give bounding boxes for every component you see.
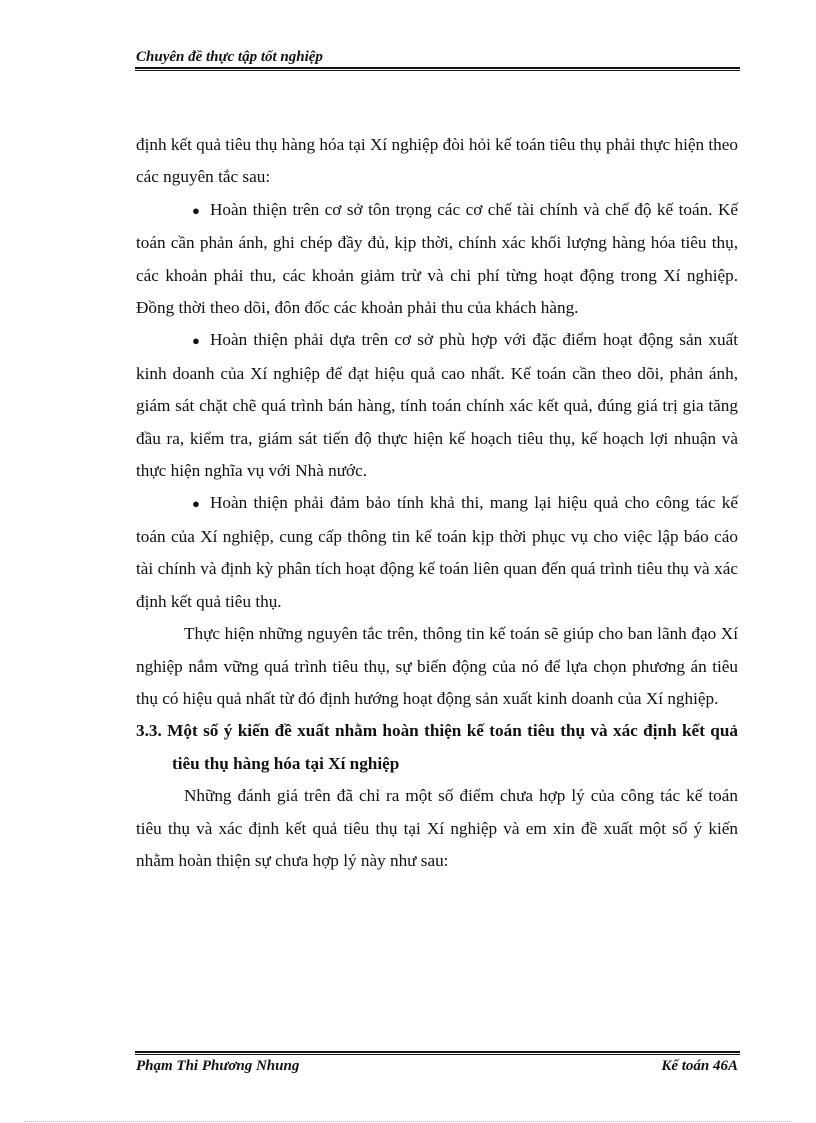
footer-rule [135, 1051, 740, 1053]
header-title: Chuyên đề thực tập tốt nghiệp [136, 49, 323, 65]
bullet-icon: ● [192, 333, 200, 349]
page-bottom-divider [24, 1121, 792, 1122]
bullet-text-3: Hoàn thiện phải đảm bảo tính khả thi, mang lại hiệu quả cho công tác kế toán của Xí nghiệp, cung cấp thông tin kế toán kịp thời phục vụ cho việc lập báo cáo tài chính và định kỳ phân tích hoạt động kế toán liên quan đến quá trình tiêu thụ và xác định kết quả tiêu thụ. [136, 493, 738, 611]
body-text [136, 129, 738, 877]
bullet-item-1 [136, 194, 738, 325]
bullet-text-2: Hoàn thiện phải dựa trên cơ sở phù hợp với đặc điểm hoạt động sản xuất kinh doanh của Xí nghiệp để đạt hiệu quả cao nhất. Kế toán cần theo dõi, phản ánh, giám sát chặt chẽ quá trình bán hàng, tính toán chính xác kết quả, đúng giá trị gia tăng đầu ra, kiểm tra, giám sát tiến độ thực hiện kế hoạch tiêu thụ, kế hoạch lợi nhuận và thực hiện nghĩa vụ với Nhà nước. [136, 330, 738, 481]
section-heading-3-3: 3.3. Một số ý kiến đề xuất nhằm hoàn thiện kế toán tiêu thụ và xác định kết quả tiêu thụ hàng hóa tại Xí nghiệp [136, 721, 738, 773]
bullet-item-3 [136, 487, 738, 618]
header-rule [135, 67, 740, 69]
footer-author: Phạm Thi Phương Nhung [136, 1058, 300, 1074]
bullet-icon: ● [192, 496, 200, 512]
bullet-item-2 [136, 324, 738, 487]
header-rule-thin [135, 70, 740, 71]
paragraph-proposals: Những đánh giá trên đã chỉ ra một số điểm chưa hợp lý của công tác kế toán tiêu thụ và xác định kết quả tiêu thụ tại Xí nghiệp và em xin đề xuất một số ý kiến nhằm hoàn thiện sự chưa hợp lý này như sau: [136, 786, 738, 870]
paragraph-principles: Thực hiện những nguyên tắc trên, thông tin kế toán sẽ giúp cho ban lãnh đạo Xí nghiệp nắm vững quá trình tiêu thụ, sự biến động của nó để lựa chọn phương án tiêu thụ có hiệu quả nhất từ đó định hướng hoạt động sản xuất kinh doanh của Xí nghiệp. [136, 624, 738, 708]
bullet-text-1: Hoàn thiện trên cơ sở tôn trọng các cơ chế tài chính và chế độ kế toán. Kế toán cần phản ánh, ghi chép đầy đủ, kịp thời, chính xác khối lượng hàng hóa tiêu thụ, các khoản phải thu, các khoản giảm trừ và chi phí từng hoạt động trong Xí nghiệp. Đồng thời theo dõi, đôn đốc các khoản phải thu của khách hàng. [136, 199, 738, 318]
bullet-icon: ● [192, 202, 200, 218]
paragraph-intro: định kết quả tiêu thụ hàng hóa tại Xí nghiệp đòi hỏi kế toán tiêu thụ phải thực hiện theo các nguyên tắc sau: [136, 135, 738, 187]
footer-class: Kế toán 46A [661, 1058, 738, 1074]
footer-rule-thin [135, 1054, 740, 1055]
